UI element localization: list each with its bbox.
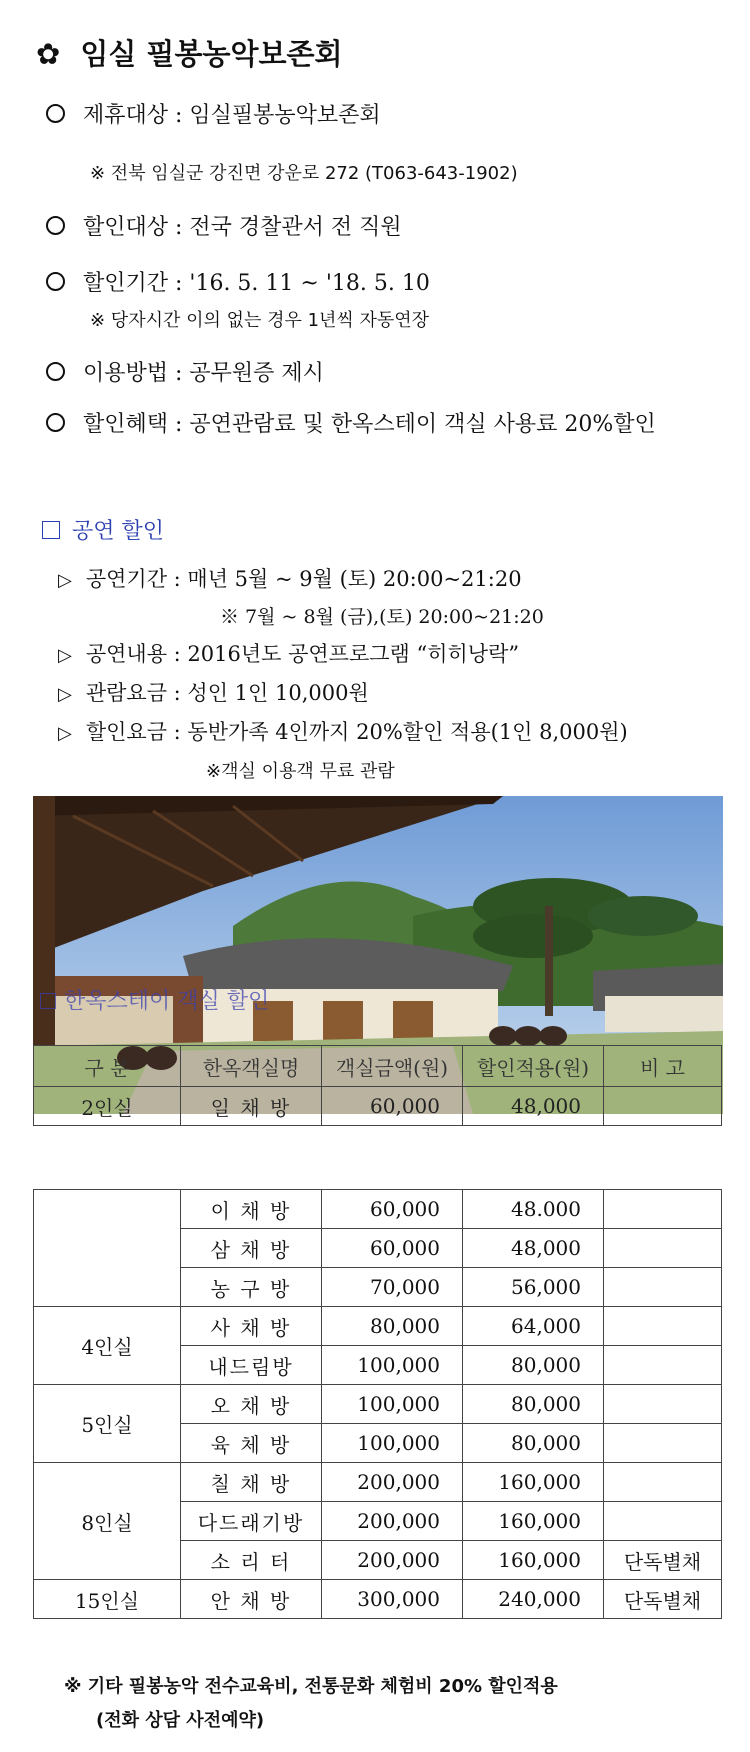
info-partner: 제휴대상 : 임실필봉농악보존회	[46, 98, 381, 129]
performance-fee: ▷ 관람요금 : 성인 1인 10,000원	[58, 681, 369, 705]
table-row: 4인실 사 채 방 80,000 64,000	[34, 1307, 722, 1346]
info-address: ※ 전북 임실군 강진면 강운로 272 (T063-643-1902)	[90, 163, 518, 184]
flower-icon: ✿	[36, 37, 61, 71]
triangle-bullet-icon: ▷	[58, 723, 72, 744]
table-row: 소 리 터 200,000 160,000 단독별채	[34, 1541, 722, 1580]
col-header-discount: 할인적용(원)	[463, 1046, 604, 1087]
table-row: 농 구 방 70,000 56,000	[34, 1268, 722, 1307]
circle-bullet-icon	[46, 272, 65, 291]
table-row: 육 체 방 100,000 80,000	[34, 1424, 722, 1463]
footer-reservation: (전화 상담 사전예약)	[96, 1710, 265, 1731]
col-header-note: 비 고	[604, 1046, 722, 1087]
table-row: 삼 채 방 60,000 48,000	[34, 1229, 722, 1268]
info-auto-renew: ※ 당자시간 이의 없는 경우 1년씩 자동연장	[90, 310, 430, 331]
col-header-price: 객실금액(원)	[322, 1046, 463, 1087]
info-usage: 이용방법 : 공무원증 제시	[46, 356, 324, 387]
triangle-bullet-icon: ▷	[58, 645, 72, 666]
table-row: 15인실 안 채 방 300,000 240,000 단독별채	[34, 1580, 722, 1619]
circle-bullet-icon	[46, 413, 65, 432]
col-header-group: 구 분	[34, 1046, 181, 1087]
performance-period-note: ※ 7월 ~ 8월 (금),(토) 20:00~21:20	[220, 606, 544, 628]
circle-bullet-icon	[46, 104, 65, 123]
triangle-bullet-icon: ▷	[58, 570, 72, 591]
page-title: ✿ 임실 필봉농악보존회	[36, 37, 343, 71]
table-row: 8인실 칠 채 방 200,000 160,000	[34, 1463, 722, 1502]
stay-heading: 한옥스테이 객실 할인	[40, 984, 269, 1015]
stay-table	[33, 1189, 722, 1619]
footer-note: ※ 기타 필봉농악 전수교육비, 전통문화 체험비 20% 할인적용	[64, 1676, 558, 1697]
table-row: 다드래기방 200,000 160,000	[34, 1502, 722, 1541]
info-benefit: 할인혜택 : 공연관람료 및 한옥스테이 객실 사용료 20%할인	[46, 407, 656, 438]
performance-discount: ▷ 할인요금 : 동반가족 4인까지 20%할인 적용(1인 8,000원)	[58, 720, 628, 744]
circle-bullet-icon	[46, 216, 65, 235]
performance-program: ▷ 공연내용 : 2016년도 공연프로그램 “히히낭락”	[58, 642, 520, 666]
triangle-bullet-icon: ▷	[58, 684, 72, 705]
table-row: 5인실 오 채 방 100,000 80,000	[34, 1385, 722, 1424]
square-bullet-icon	[40, 993, 56, 1009]
performance-free-note: ※객실 이용객 무료 관람	[206, 761, 395, 782]
info-period: 할인기간 : '16. 5. 11 ~ '18. 5. 10	[46, 266, 430, 297]
info-target: 할인대상 : 전국 경찰관서 전 직원	[46, 210, 402, 241]
col-header-room: 한옥객실명	[181, 1046, 322, 1087]
square-bullet-icon	[42, 521, 60, 539]
stay-table-header	[33, 1045, 722, 1126]
table-row: 내드림방 100,000 80,000	[34, 1346, 722, 1385]
table-row: 2인실 일 채 방 60,000 48,000	[34, 1087, 722, 1126]
performance-heading: 공연 할인	[42, 514, 164, 545]
circle-bullet-icon	[46, 362, 65, 381]
table-row: 이 채 방 60,000 48.000	[34, 1190, 722, 1229]
performance-period: ▷ 공연기간 : 매년 5월 ~ 9월 (토) 20:00~21:20	[58, 567, 522, 591]
